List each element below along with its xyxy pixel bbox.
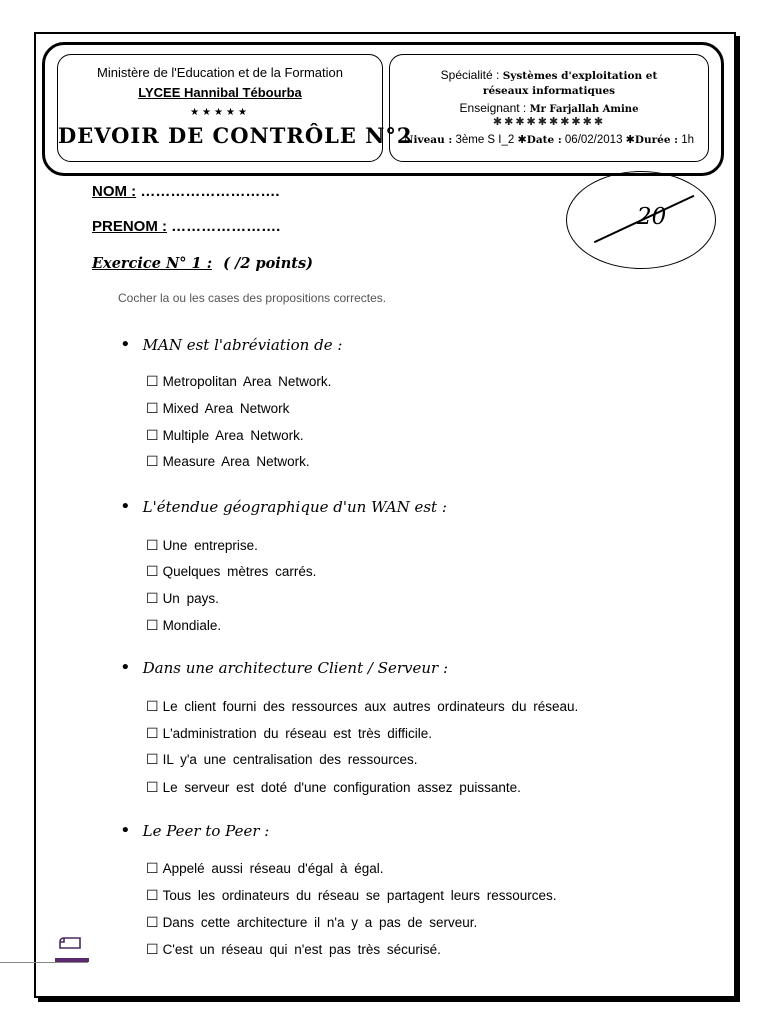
exam-title: DEVOIR DE CONTRÔLE N°2 [58, 123, 413, 148]
question-text: Dans une architecture Client / Serveur : [142, 659, 449, 677]
answer-option[interactable] [146, 915, 477, 931]
page-curl-icon [58, 935, 82, 956]
nom-field[interactable] [92, 183, 280, 200]
level-value: 3ème S I_2 [455, 134, 515, 146]
star-separator: ✱ [625, 134, 635, 146]
option-label: Metropolitan Area Network. [162, 374, 332, 389]
answer-option[interactable] [146, 428, 304, 444]
answer-option[interactable] [146, 374, 331, 390]
option-label: L'administration du réseau est très difficile. [162, 726, 433, 741]
speciality-value: Systèmes d'exploitation et [502, 70, 658, 82]
level-label: Niveau : [403, 134, 453, 146]
exam-header [42, 42, 724, 176]
checkbox-icon[interactable]: ☐ [146, 752, 159, 768]
exercise-instruction: Cocher la ou les cases des propositions correctes. [118, 291, 387, 305]
teacher-label: Enseignant : [459, 101, 527, 115]
option-label: Tous les ordinateurs du réseau se partagent leurs ressources. [162, 888, 557, 903]
option-label: Multiple Area Network. [162, 428, 304, 443]
speciality-line [390, 68, 708, 82]
teacher-line [390, 101, 708, 115]
speciality-value-continued: réseaux informatiques [482, 85, 616, 97]
option-label: Le client fourni des ressources aux autres ordinateurs du réseau. [162, 699, 579, 714]
question-text: L'étendue géographique d'un WAN est : [142, 498, 447, 516]
date-value: 06/02/2013 [564, 134, 623, 146]
prenom-dots: …………………. [171, 218, 281, 235]
answer-option[interactable] [146, 401, 289, 417]
option-label: C'est un réseau qui n'est pas très sécurisé. [162, 942, 441, 957]
footer-rule [0, 962, 88, 963]
ministry-name: Ministère de l'Education et de la Formation [97, 65, 343, 80]
option-label: IL y'a une centralisation des ressources. [162, 752, 418, 767]
footer-accent-bar [55, 958, 89, 962]
option-label: Une entreprise. [162, 538, 258, 553]
bullet-icon: • [120, 334, 131, 355]
bullet-icon: • [120, 657, 131, 678]
question [120, 496, 447, 517]
level-date-duration-line [390, 133, 708, 146]
checkbox-icon[interactable]: ☐ [146, 374, 159, 390]
bullet-icon: • [120, 496, 131, 517]
star-separator: ✱ [517, 134, 527, 146]
answer-option[interactable] [146, 618, 221, 634]
school-name: LYCEE Hannibal Tébourba [138, 85, 302, 100]
checkbox-icon[interactable]: ☐ [146, 428, 159, 444]
page-curl-icon-graphic [58, 935, 82, 951]
teacher-name: Mr Farjallah Amine [529, 104, 639, 115]
prenom-label: PRENOM : [92, 218, 167, 235]
answer-option[interactable] [146, 752, 418, 768]
option-label: Appelé aussi réseau d'égal à égal. [162, 861, 384, 876]
prenom-field[interactable] [92, 218, 280, 235]
answer-option[interactable] [146, 564, 316, 580]
exercise-heading [92, 255, 313, 272]
nom-dots: ………………………. [140, 183, 280, 200]
option-label: Le serveur est doté d'une configuration assez puissante. [162, 780, 521, 795]
checkbox-icon[interactable]: ☐ [146, 591, 159, 607]
speciality-label: Spécialité : [440, 68, 500, 82]
checkbox-icon[interactable]: ☐ [146, 942, 159, 958]
answer-option[interactable] [146, 780, 521, 796]
checkbox-icon[interactable]: ☐ [146, 861, 159, 877]
checkbox-icon[interactable]: ☐ [146, 538, 159, 554]
bullet-icon: • [120, 820, 131, 841]
option-label: Quelques mètres carrés. [162, 564, 317, 579]
option-label: Dans cette architecture il n'a y a pas de serveur. [162, 915, 478, 930]
score-oval [566, 171, 716, 269]
checkbox-icon[interactable]: ☐ [146, 454, 159, 470]
duration-value: 1h [681, 134, 695, 146]
stars-ornament: ★★★★★ [190, 107, 250, 118]
answer-option[interactable] [146, 942, 441, 958]
checkbox-icon[interactable]: ☐ [146, 888, 159, 904]
answer-option[interactable] [146, 888, 557, 904]
stars-divider: ✱✱✱✱✱✱✱✱✱✱ [492, 116, 606, 128]
question [120, 334, 342, 355]
checkbox-icon[interactable]: ☐ [146, 564, 159, 580]
question-text: Le Peer to Peer : [142, 822, 270, 840]
answer-option[interactable] [146, 699, 578, 715]
exam-info-box [389, 54, 709, 162]
duration-label: Durée : [634, 134, 679, 146]
question [120, 820, 269, 841]
exercise-points: ( /2 points) [223, 255, 314, 272]
answer-option[interactable] [146, 861, 384, 877]
nom-label: NOM : [92, 183, 137, 200]
checkbox-icon[interactable]: ☐ [146, 401, 159, 417]
checkbox-icon[interactable]: ☐ [146, 915, 159, 931]
date-label: Date : [526, 134, 562, 146]
question [120, 657, 448, 678]
checkbox-icon[interactable]: ☐ [146, 618, 159, 634]
option-label: Measure Area Network. [162, 454, 310, 469]
school-box [57, 54, 413, 162]
option-label: Mixed Area Network [162, 401, 290, 416]
checkbox-icon[interactable]: ☐ [146, 726, 159, 742]
exercise-title: Exercice N° 1 : [92, 255, 213, 272]
answer-option[interactable] [146, 726, 432, 742]
answer-option[interactable] [146, 454, 310, 470]
checkbox-icon[interactable]: ☐ [146, 780, 159, 796]
question-text: MAN est l'abréviation de : [142, 336, 343, 354]
option-label: Un pays. [162, 591, 219, 606]
score-total: 20 [637, 204, 667, 230]
answer-option[interactable] [146, 538, 258, 554]
checkbox-icon[interactable]: ☐ [146, 699, 159, 715]
option-label: Mondiale. [162, 618, 222, 633]
answer-option[interactable] [146, 591, 219, 607]
